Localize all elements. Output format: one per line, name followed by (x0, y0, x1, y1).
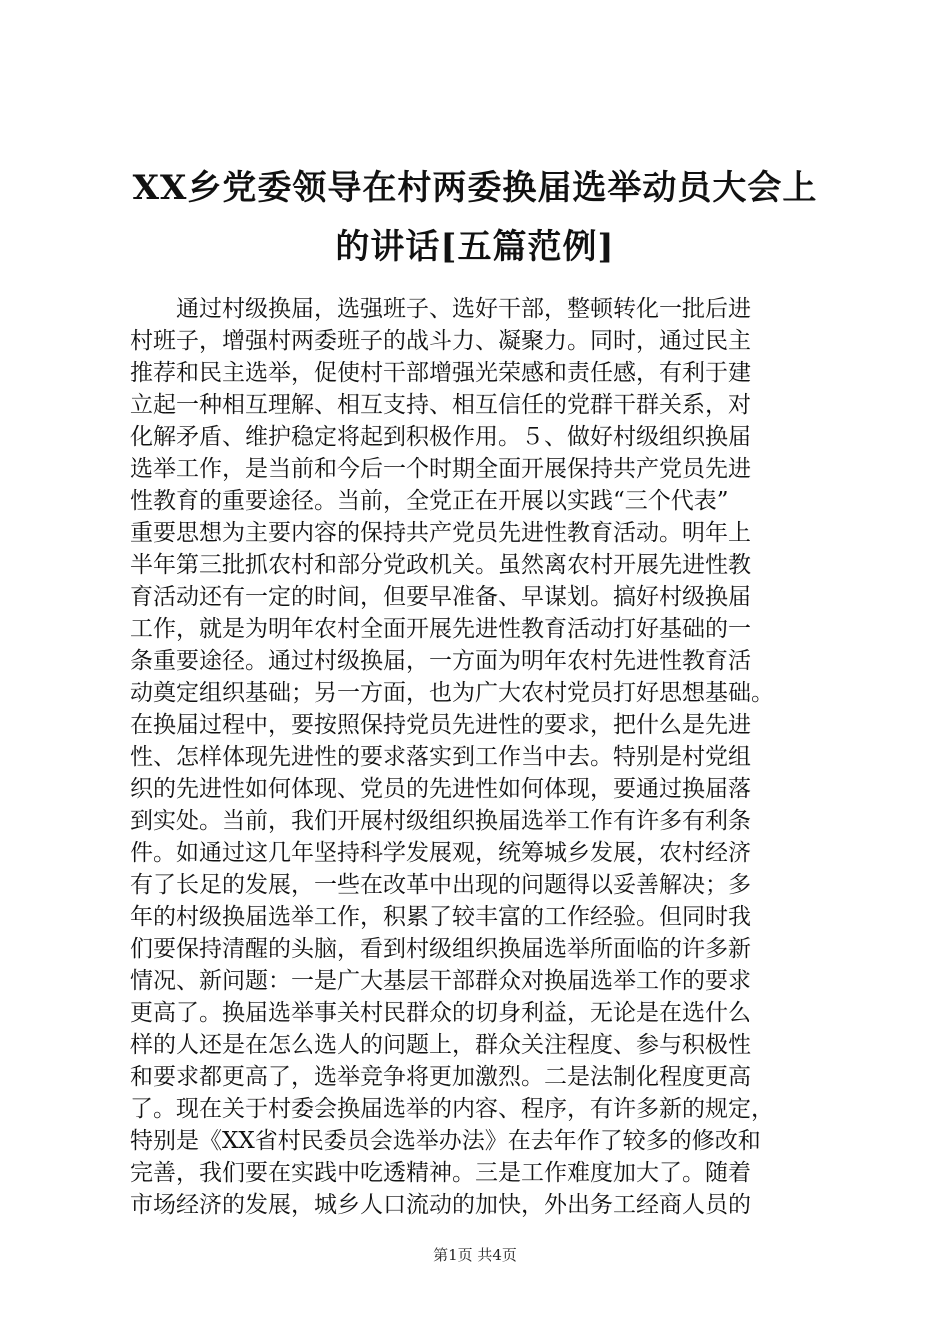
body-line: 条重要途径。通过村级换届，一方面为明年农村先进性教育活 (130, 648, 751, 674)
body-line: 动奠定组织基础；另一方面，也为广大农村党员打好思想基础。 (130, 680, 774, 706)
body-line: 到实处。当前，我们开展村级组织换届选举工作有许多有利条 (130, 808, 751, 834)
body-line: 件。如通过这几年坚持科学发展观，统筹城乡发展，农村经济 (130, 840, 751, 866)
body-line: 推荐和民主选举，促使村干部增强光荣感和责任感，有利于建 (130, 360, 751, 386)
body-line: 了。现在关于村委会换届选举的内容、程序，有许多新的规定， (130, 1096, 774, 1122)
body-line: 半年第三批抓农村和部分党政机关。虽然离农村开展先进性教 (130, 552, 751, 578)
document-title-line-2: 的讲话[五篇范例] (335, 227, 615, 267)
body-line: 立起一种相互理解、相互支持、相互信任的党群干群关系，对 (130, 392, 751, 418)
body-line: 完善，我们要在实践中吃透精神。三是工作难度加大了。随着 (130, 1160, 751, 1186)
body-line: 性、怎样体现先进性的要求落实到工作当中去。特别是村党组 (130, 744, 751, 770)
document-title-line-1: XX乡党委领导在村两委换届选举动员大会上 (132, 168, 818, 208)
body-line: 年的村级换届选举工作，积累了较丰富的工作经验。但同时我 (130, 904, 751, 930)
body-line: 在换届过程中，要按照保持党员先进性的要求，把什么是先进 (130, 712, 751, 738)
body-line: 样的人还是在怎么选人的问题上，群众关注程度、参与积极性 (130, 1032, 751, 1058)
body-line: 情况、新问题：一是广大基层干部群众对换届选举工作的要求 (130, 968, 751, 994)
body-line: 育活动还有一定的时间，但要早准备、早谋划。搞好村级换届 (130, 584, 751, 610)
body-line: 们要保持清醒的头脑，看到村级组织换届选举所面临的许多新 (130, 936, 751, 962)
body-line: 村班子，增强村两委班子的战斗力、凝聚力。同时，通过民主 (130, 328, 751, 354)
body-line: 化解矛盾、维护稳定将起到积极作用。５、做好村级组织换届 (130, 424, 751, 450)
body-line: 更高了。换届选举事关村民群众的切身利益，无论是在选什么 (130, 1000, 751, 1026)
body-line: 性教育的重要途径。当前，全党正在开展以实践“三个代表” (130, 488, 729, 514)
body-line: 有了长足的发展，一些在改革中出现的问题得以妥善解决；多 (130, 872, 751, 898)
body-line: 选举工作，是当前和今后一个时期全面开展保持共产党员先进 (130, 456, 751, 482)
body-line: 工作，就是为明年农村全面开展先进性教育活动打好基础的一 (130, 616, 751, 642)
body-line: 通过村级换届，选强班子、选好干部，整顿转化一批后进 (130, 296, 751, 322)
body-line: 重要思想为主要内容的保持共产党员先进性教育活动。明年上 (130, 520, 751, 546)
body-line: 市场经济的发展，城乡人口流动的加快，外出务工经商人员的 (130, 1192, 751, 1218)
body-line: 和要求都更高了，选举竞争将更加激烈。二是法制化程度更高 (130, 1064, 751, 1090)
document-body (130, 293, 830, 1221)
page-number-footer: 第1页 共4页 (433, 1246, 517, 1264)
body-line: 织的先进性如何体现、党员的先进性如何体现，要通过换届落 (130, 776, 751, 802)
body-line: 特别是《XX省村民委员会选举办法》在去年作了较多的修改和 (130, 1128, 761, 1154)
